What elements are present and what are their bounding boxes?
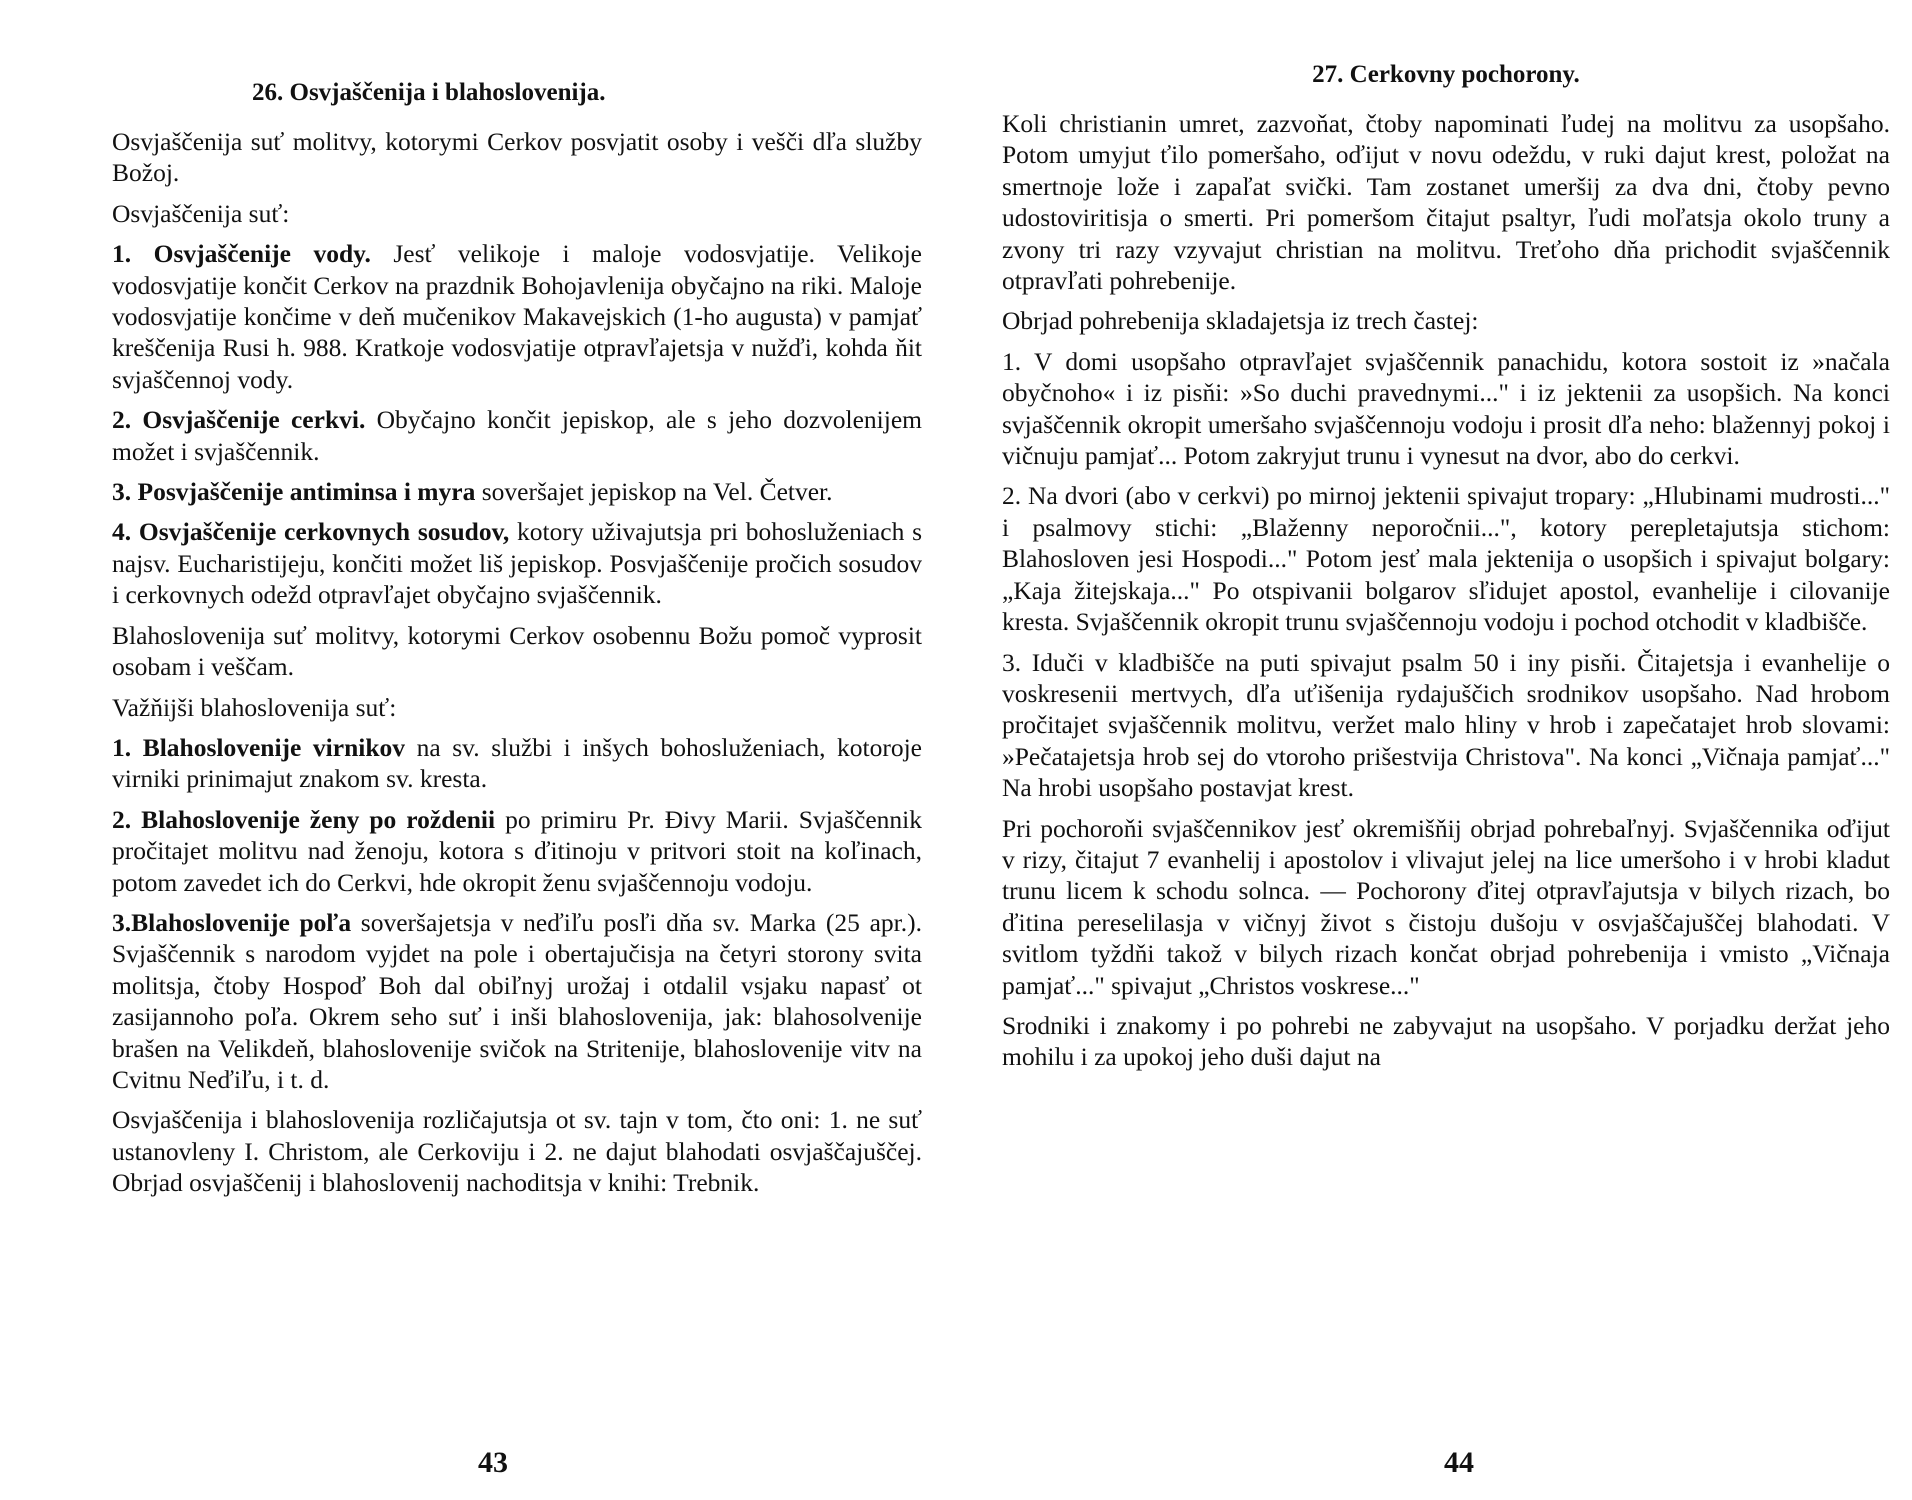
paragraph [1002,813,1890,1001]
right-body-text [1002,108,1890,1073]
paragraph-lead: 2. Blahoslovenije ženy po roždenii [112,804,496,834]
paragraph [112,620,922,683]
paragraph [112,476,922,507]
paragraph [1002,108,1890,296]
paragraph-text: Osvjaščenija suť: [112,198,290,228]
paragraph [112,907,922,1095]
paragraph-text: Osvjaščenija i blahoslovenija rozličajutsja ot sv. tajn v tom, čto oni: 1. ne suť ustanovleny I. Christom, ale Cerkoviju i 2. ne dajut blahodati osvjaščajuščej. Obrjad osvjaščenij i blahoslovenij nachoditsja v knihi: Trebnik. [112,1105,922,1198]
paragraph-lead: 1. Blahoslovenije virnikov [112,732,406,762]
paragraph-text: 3. Iduči v kladbišče na puti spivajut psalm 50 i iny pisňi. Čitajetsja i evanhelije o voskresenii mertvych, dľa uťišenija rydajuščich srodnikov usopšaho. Nad hrobom pročitajet svjaščennik molitvu, veržet malo hliny v hrob i zapečatajet hrob slovami: »Pečatajetsja hrob sej do vtoroho prišestvija Christova". Na konci „Vičnaja pamjať..." Na hrobi usopšaho postavjat krest. [1002,647,1890,803]
paragraph [112,238,922,395]
paragraph-text: Obrjad pohrebenija skladajetsja iz trech častej: [1002,306,1479,336]
paragraph-lead: 2. Osvjaščenije cerkvi. [112,405,366,435]
paragraph [1002,305,1890,336]
paragraph-text: Obyčajno končit jepiskop, ale s jeho dozvolenijem možet i svjaščennik. [112,405,922,466]
paragraph-text: Koli christianin umret, zazvoňat, čtoby napominati ľudej na molitvu za usopšaho. Potom umyjut ťilo pomeršaho, oďijut v novu odeždu, v ruki dajut krest, položat na smertnoje lože i zapaľat svički. Tam zostanet umeršij za dva dni, čtoby pevno udostoviritisja o smerti. Pri pomeršom čitajut psaltyr, ľudi moľatsja okolo truny a zvony tri razy vzyvajut christian na molitvu. Treťoho dňa prichodit svjaščennik otpravľati pohrebenije. [1002,109,1890,296]
paragraph [1002,346,1890,472]
paragraph [112,1104,922,1198]
paragraph-lead: 3.Blahoslovenije poľa [112,907,352,937]
paragraph-text: Osvjaščenija suť molitvy, kotorymi Cerkov posvjatit osoby i vešči dľa služby Božoj. [112,127,922,188]
paragraph [112,404,922,467]
paragraph [112,126,922,189]
paragraph-text: soveršajet jepiskop na Vel. Četver. [475,477,833,507]
paragraph-text: Jesť velikoje i maloje vodosvjatije. Velikoje vodosvjatije končit Cerkov na prazdnik Bohojavlenija obyčajno na riki. Maloje vodosvjatije končime v deň mučenikov Makavejskich (1-ho augusta) v pamjať kreščenija Rusi h. 988. Kratkoje vodosvjatije otpravľajetsja v nužďi, kohda ňit svjaščennoj vody. [112,239,923,394]
paragraph-text: soveršajetsja v neďiľu posľi dňa sv. Marka (25 apr.). Svjaščennik s narodom vyjdet na pole i obertajučisja na četyri storony svita molitsja, čtoby Hospoď Boh dal obiľnyj urožaj i otdalil vsjaku napasť ot zasijannoho poľa. Okrem seho suť i inši blahoslovenija, jak: blahosolvenije brašen na Velikdeň, blahoslovenije svičok na Stritenije, blahoslovenije vitv na Cvitnu Neďiľu, i t. d. [112,907,922,1094]
paragraph [112,732,922,795]
page-number: 44 [1444,1446,1474,1479]
paragraph-text: 2. Na dvori (abo v cerkvi) po mirnoj jektenii spivajut tropary: „Hlubinami mudrosti..." i psalmovy stichi: „Blaženny neporočnii...", kotory perepletajutsja stichom: Blahosloven jesi Hospodi..." Potom jesť mala jektenija o usopšich i spivajut bolgary: „Kaja žitejskaja..." Po otspivanii bolgarov sľidujet apostol, evanhelije i cilovanije kresta. Svjaščennik okropit trunu svjaščennoju vodoju i pochod otchodit v kladbišče. [1002,481,1890,637]
paragraph-text: Blahoslovenija suť molitvy, kotorymi Cerkov osobennu Božu pomoč vyprosit osobam i veščam. [112,620,922,682]
paragraph [1002,647,1890,804]
paragraph [112,198,922,229]
paragraph-text: Srodniki i znakomy i po pohrebi ne zabyvajut na usopšaho. V porjadku deržat jeho mohilu i za upokoj jeho duši dajut na [1002,1010,1890,1072]
paragraph-text: po primiru Pr. Đivy Marii. Svjaščennik pročitajet molitvu nad ženoju, kotora s ďitinoju v pritvori stoit na koľinach, potom zavedet ich do Cerkvi, hde okropit ženu svjaščennoju vodoju. [112,804,922,897]
section-heading: 27. Cerkovny pochorony. [1312,61,1580,88]
section-heading: 26. Osvjaščenija i blahoslovenija. [252,79,606,106]
right-page [956,0,1912,1500]
paragraph [112,516,922,610]
paragraph-lead: 1. Osvjaščenije vody. [112,239,371,269]
page-number: 43 [478,1446,508,1479]
paragraph [1002,480,1890,637]
paragraph-text: Pri pochoroňi svjaščennikov jesť okremišňij obrjad pohrebaľnyj. Svjaščennika oďijut v rizy, čitajut 7 evanhelij i apostolov i vlivajut jelej na lice umeršoho i v hrobi kladut trunu licem k schodu solnca. — Pochorony ďitej otpravľajutsja v bilych rizach, bo ďitina pereselilasja v vičnyj život s čistoju dušoju v osvjaščajuščej blahodati. V svitlom tyždňi takož v bilych rizach končat obrjad pohrebenija i vmisto „Vičnaja pamjať..." spivajut „Christos voskrese..." [1002,813,1890,1000]
paragraph-lead: 4. Osvjaščenije cerkovnych sosudov, [112,517,510,547]
paragraph [1002,1010,1890,1073]
left-body-text [112,126,922,1199]
paragraph-text: 1. V domi usopšaho otpravľajet svjaščennik panachidu, kotora sostoit iz »načala obyčnoho« i iz pisňi: »So duchi pravednymi..." i iz jektenii za usopšich. Na konci svjaščennik okropit umeršaho svjaščennoju vodoju i prosit dľa neho: blažennyj pokoj i vičnuju pamjať... Potom zakryjut trunu i vynesut na dvor, abo do cerkvi. [1002,346,1890,471]
paragraph-text: na sv. službi i inšych bohosluženiach, kotoroje virniki prinimajut znakom sv. kresta. [112,732,922,794]
paragraph-lead: 3. Posvjaščenije antiminsa i myra [112,477,476,507]
paragraph-text: Važňijši blahoslovenija suť: [112,692,397,722]
paragraph [112,804,922,898]
paragraph [112,692,922,723]
paragraph-text: kotory uživajutsja pri bohosluženiach s najsv. Eucharistijeju, končiti možet liš jepiskop. Posvjaščenije pročich sosudov i cerkovnych odežd otpravľajet obyčajno svjaščennik. [112,517,922,610]
